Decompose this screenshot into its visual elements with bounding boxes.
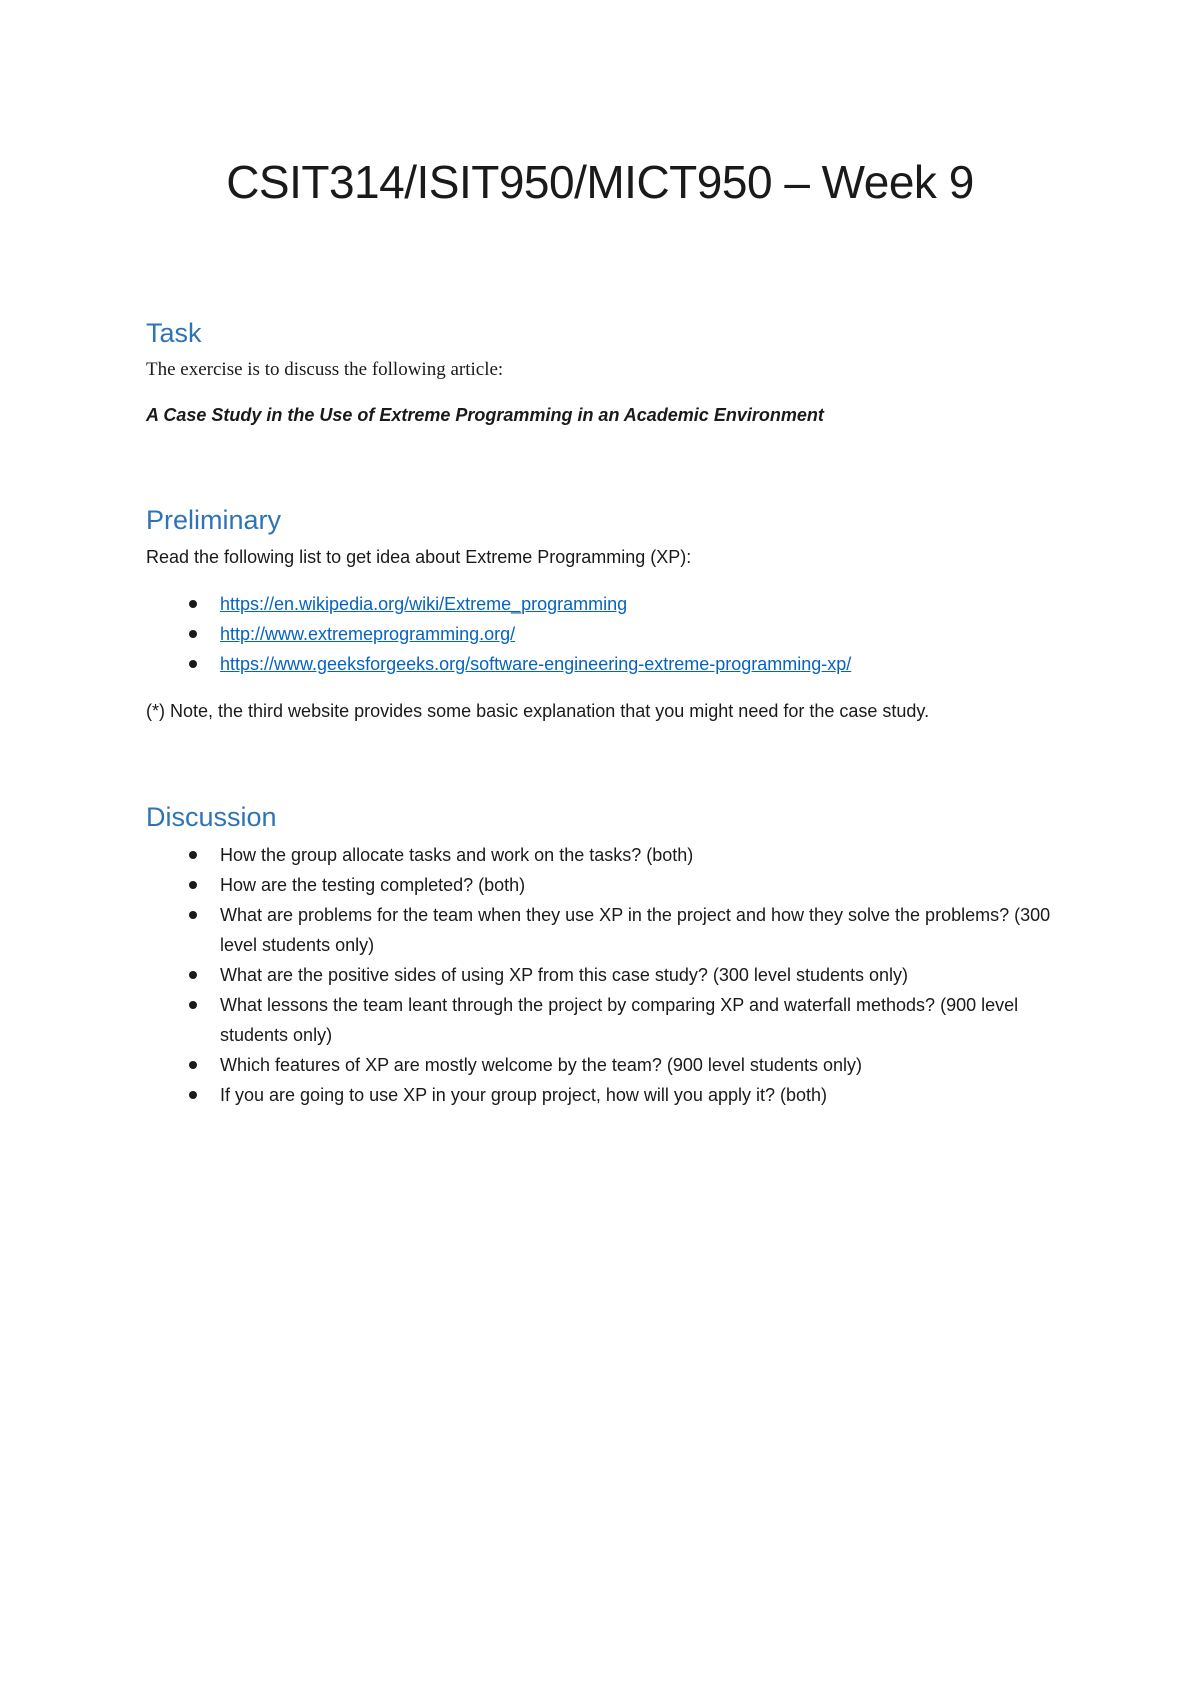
preliminary-note: (*) Note, the third website provides some basic explanation that you might need for the case study.: [146, 701, 930, 721]
list-item: [146, 1080, 1066, 1110]
discussion-question: How are the testing completed? (both): [220, 875, 526, 895]
bullet-icon: [189, 630, 197, 638]
list-item: [146, 1050, 1066, 1080]
list-item: [146, 649, 1066, 679]
bullet-icon: [189, 1001, 197, 1009]
list-item: [146, 960, 1066, 990]
task-heading: Task: [146, 318, 202, 348]
document-title: CSIT314/ISIT950/MICT950 – Week 9: [226, 156, 974, 208]
article-title: A Case Study in the Use of Extreme Programming in an Academic Environment: [146, 405, 824, 425]
list-item: [146, 990, 1066, 1050]
list-item: [146, 870, 1066, 900]
discussion-question: What are problems for the team when they use XP in the project and how they solve the problems? (300 level students only): [220, 905, 1051, 955]
discussion-question: If you are going to use XP in your group project, how will you apply it? (both): [220, 1085, 828, 1105]
bullet-icon: [189, 600, 197, 608]
discussion-question-list: [146, 840, 1066, 1110]
discussion-heading: Discussion: [146, 802, 277, 832]
list-item: [146, 900, 1066, 960]
bullet-icon: [189, 1091, 197, 1099]
geeksforgeeks-link[interactable]: https://www.geeksforgeeks.org/software-engineering-extreme-programming-xp/: [220, 654, 852, 674]
bullet-icon: [189, 660, 197, 668]
preliminary-heading: Preliminary: [146, 505, 282, 535]
bullet-icon: [189, 1061, 197, 1069]
discussion-question: What lessons the team leant through the project by comparing XP and waterfall methods? (900 level students only): [220, 995, 1019, 1045]
preliminary-intro: Read the following list to get idea about Extreme Programming (XP):: [146, 547, 692, 567]
list-item: [146, 840, 1066, 870]
discussion-question: Which features of XP are mostly welcome by the team? (900 level students only): [220, 1055, 862, 1075]
discussion-question: What are the positive sides of using XP from this case study? (300 level students only): [220, 965, 909, 985]
discussion-question: How the group allocate tasks and work on the tasks? (both): [220, 845, 694, 865]
list-item: [146, 619, 1066, 649]
bullet-icon: [189, 851, 197, 859]
list-item: [146, 589, 1066, 619]
bullet-icon: [189, 881, 197, 889]
bullet-icon: [189, 911, 197, 919]
task-intro: The exercise is to discuss the following article:: [146, 359, 504, 380]
wikipedia-link[interactable]: https://en.wikipedia.org/wiki/Extreme_programming: [220, 594, 628, 614]
extremeprogramming-link[interactable]: http://www.extremeprogramming.org/: [220, 624, 516, 644]
preliminary-link-list: [146, 589, 1066, 679]
bullet-icon: [189, 971, 197, 979]
